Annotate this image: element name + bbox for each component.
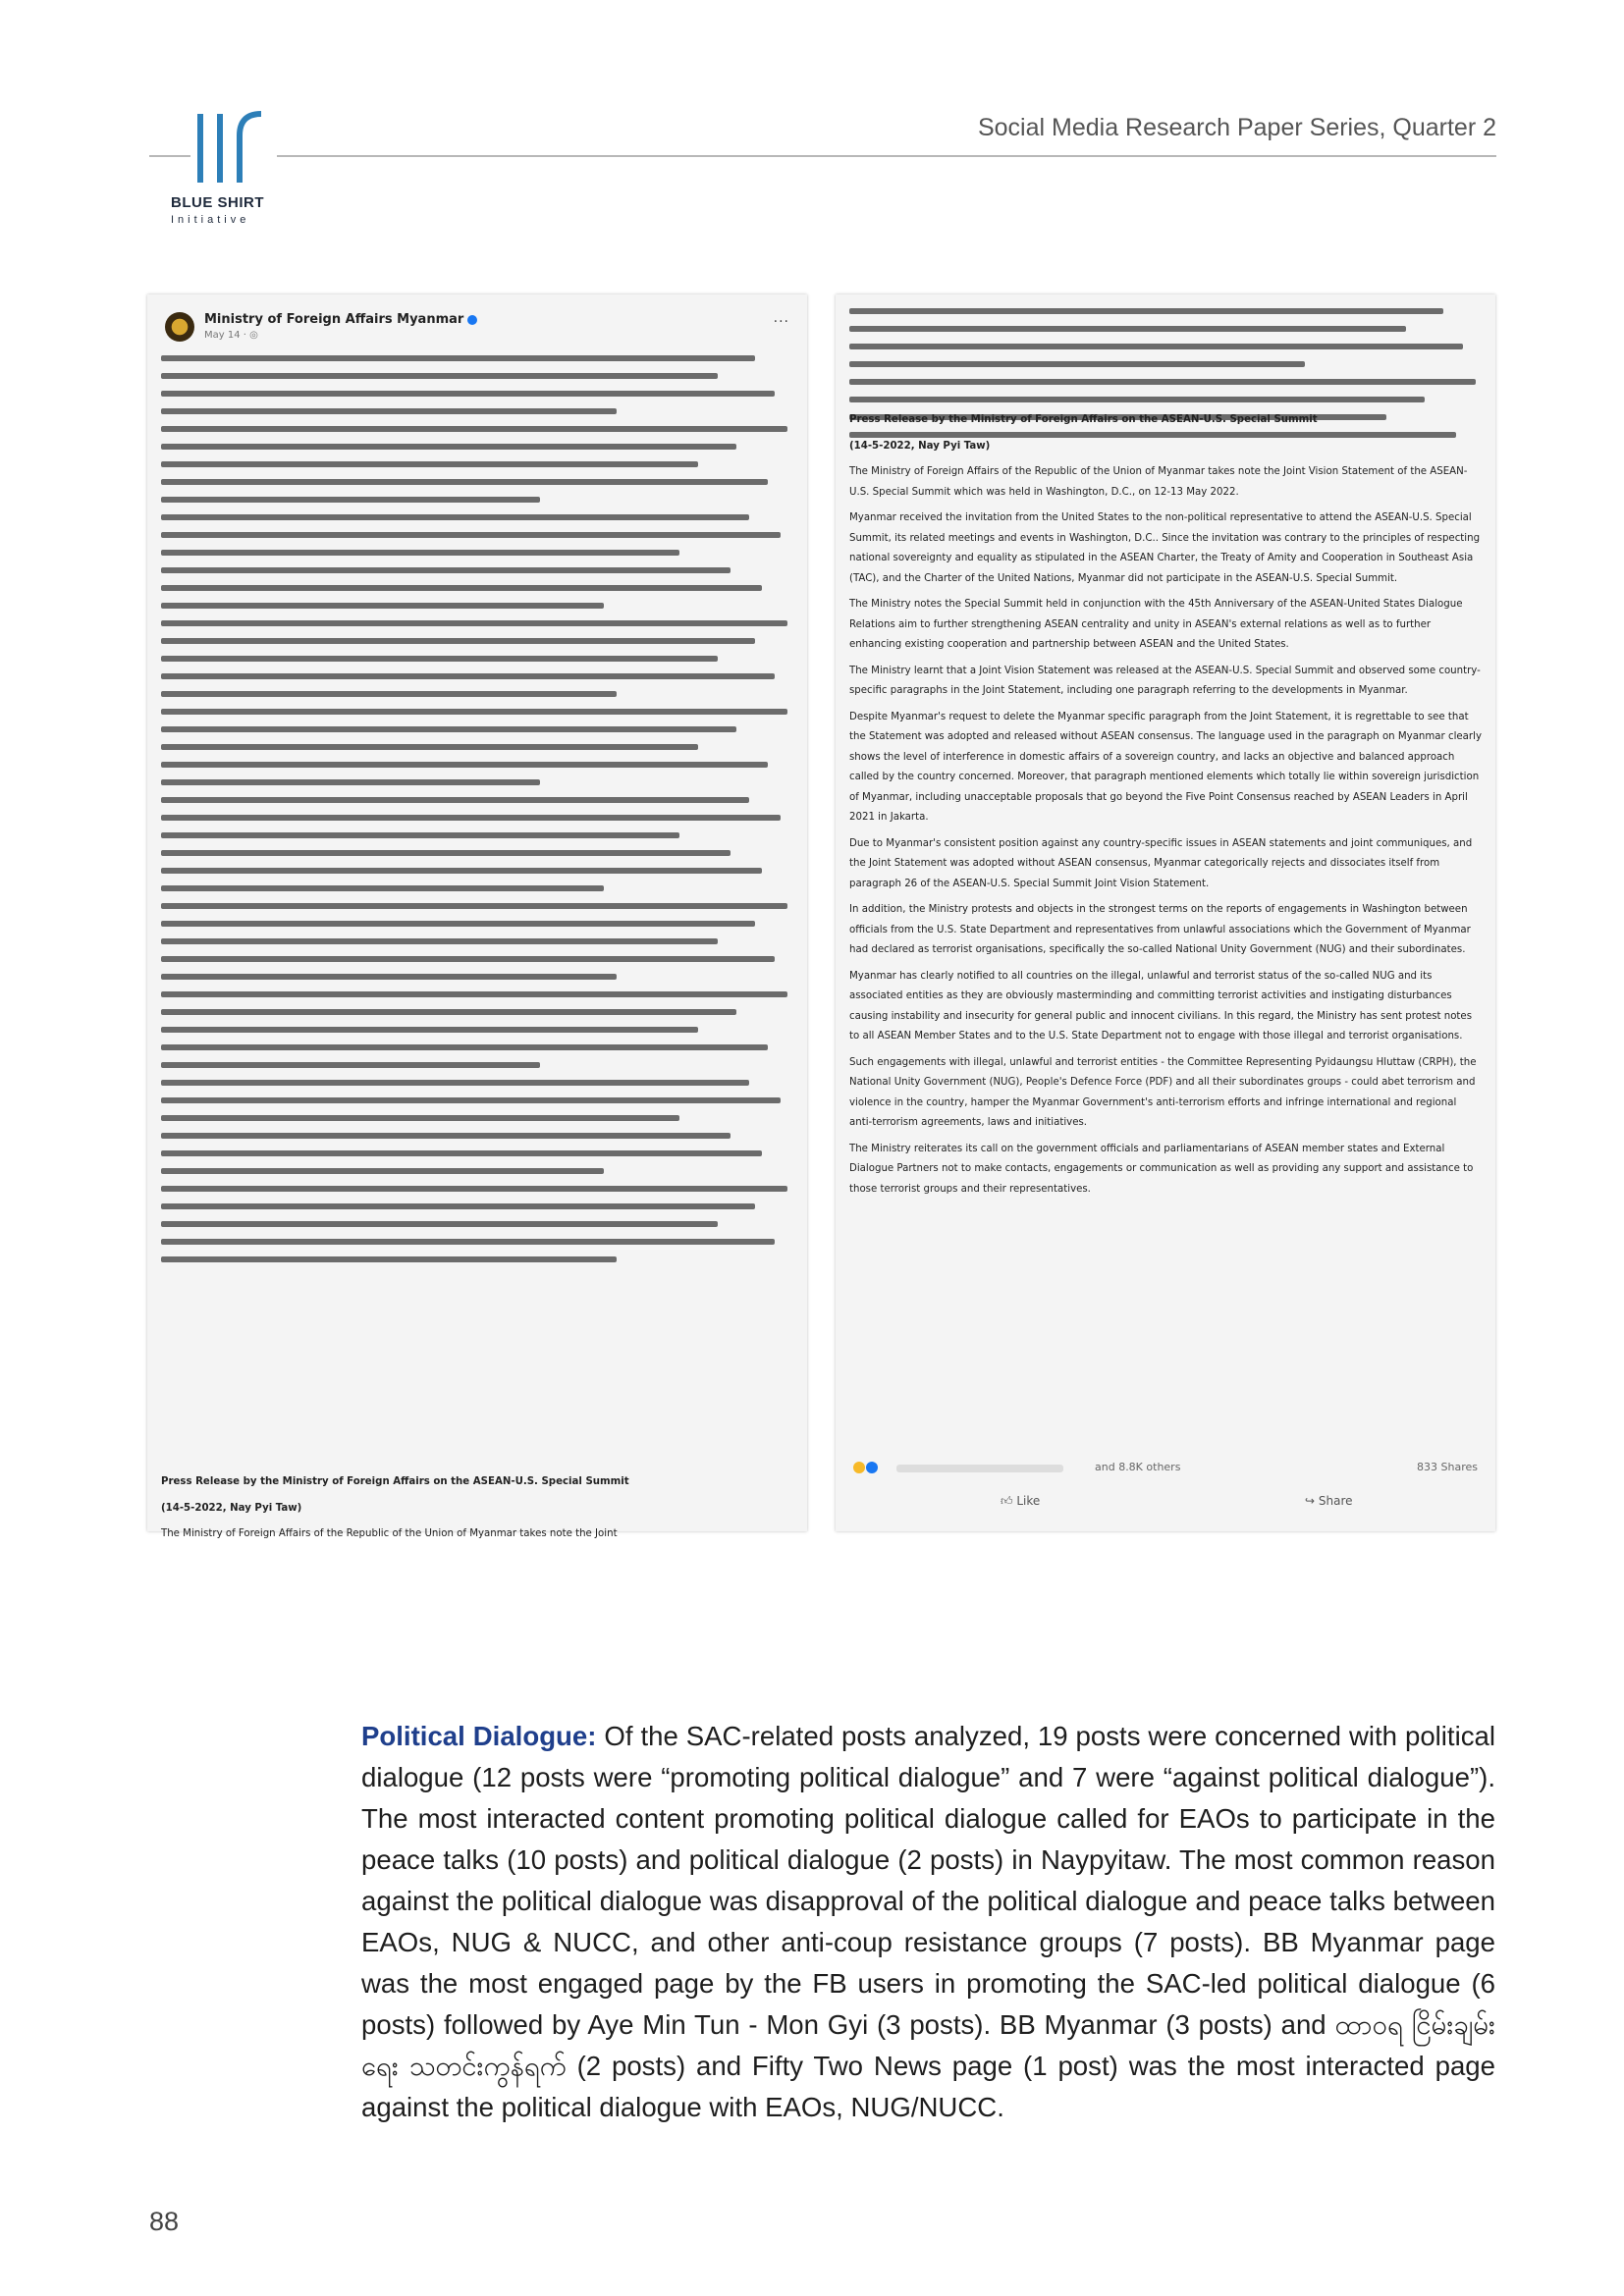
press-release-paragraph: The Ministry reiterates its call on the government officials and parliamentarians of ASEAN member states and External Dialogue Partners not to make contacts, engagements or communication as well as providing any support and assistance to those terrorist groups and their representatives.: [849, 1143, 1474, 1195]
verified-icon: [467, 315, 477, 325]
haha-reaction-icon: [853, 1462, 865, 1473]
header-rule-left: [149, 155, 190, 157]
press-release-paragraph: In addition, the Ministry protests and objects in the strongest terms on the reports of engagements in Washington between officials from the U.S. State Department and representatives from unlawful associations which the Government of Myanmar had declared as terrorist organisations, specifically the so-called National Unity Government (NUG) and their subordinates.: [849, 904, 1471, 955]
like-label: Like: [1016, 1494, 1041, 1508]
burmese-text-line: [161, 444, 736, 450]
logo-name: BLUE SHIRT: [171, 194, 264, 211]
burmese-text-line: [161, 885, 604, 891]
thumbs-up-icon: 👍︎: [1001, 1494, 1017, 1508]
series-title: Social Media Research Paper Series, Quarter 2: [977, 114, 1496, 141]
avatar: [165, 312, 194, 342]
press-release-paragraph: Myanmar has clearly notified to all countries on the illegal, unlawful and terrorist status of the so-called NUG and its associated entities as they are obviously masterminding and committing terrorist activities and instigating disturbances causing instability and insecurity for general public and innocent civilians. In this regard, the Ministry has sent protest notes to all ASEAN Member States and to the U.S. State Department not to engage with those illegal and terrorist organisations.: [849, 970, 1473, 1041]
burmese-text-line: [161, 426, 787, 432]
header-rule: [277, 155, 1496, 157]
post-date: [204, 330, 258, 341]
burmese-text-line: [161, 1097, 781, 1103]
burmese-text-line: [849, 361, 1305, 367]
burmese-text-line: [161, 726, 736, 732]
facebook-post-screenshot-left: [147, 294, 807, 1539]
burmese-text-line: [849, 308, 1443, 314]
burmese-text-line: [161, 585, 762, 591]
burmese-text-line: [161, 461, 698, 467]
burmese-text-line: [161, 408, 617, 414]
share-button[interactable]: [1305, 1494, 1353, 1508]
burmese-text-line: [849, 397, 1425, 402]
burmese-text-line: [161, 638, 755, 644]
burmese-text-line: [161, 815, 781, 821]
burmese-text-line: [161, 532, 781, 538]
burmese-text-line: [161, 762, 768, 768]
more-options-icon: ···: [773, 314, 789, 330]
burmese-text-line: [161, 673, 775, 679]
burmese-text-line: [161, 1150, 762, 1156]
press-release-paragraph: Such engagements with illegal, unlawful and terrorist entities - the Committee Representing Pyidaungsu Hluttaw (CRPH), the National Unity Government (NUG), People's Defence Force (PDF) and all their subordinates groups - could abet terrorism and violence in the country, hamper the Myanmar Government's anti-terrorism efforts and infringe international and regional anti-terrorism agreements, laws and initiatives.: [849, 1056, 1477, 1128]
burmese-text-line: [161, 373, 718, 379]
burmese-text-line: [161, 744, 698, 750]
burmese-text-line: [161, 974, 617, 980]
blue-shirt-logo-icon: [187, 106, 265, 185]
share-label: Share: [1318, 1494, 1353, 1508]
tail-release-line: The Ministry of Foreign Affairs of the Republic of the Union of Myanmar takes note the Joint: [161, 1528, 618, 1539]
burmese-text-line: [849, 326, 1406, 332]
press-release-paragraph: Myanmar received the invitation from the United States to the non-political representative to attend the ASEAN-U.S. Special Summit, its related meetings and events in Washington, D.C.. Since the invitation was contrary to the principles of respecting national sovereignty and equality as stipulated in the ASEAN Charter, the Treaty of Amity and Cooperation in Southeast Asia (TAC), and the Charter of the United Nations, Myanmar did not participate in the ASEAN-U.S. Special Summit.: [849, 512, 1481, 584]
burmese-text-line: [849, 379, 1476, 385]
like-reaction-icon: [866, 1462, 878, 1473]
burmese-text-line: [161, 1256, 617, 1262]
burmese-text-line: [161, 391, 775, 397]
burmese-text-line: [161, 1133, 731, 1139]
burmese-text-line: [161, 921, 755, 927]
burmese-text-line: [849, 344, 1463, 349]
burmese-text-line: [161, 956, 775, 962]
globe-icon: ◎: [249, 330, 258, 341]
press-release-paragraph: The Ministry notes the Special Summit held in conjunction with the 45th Anniversary of the ASEAN-United States Dialogue Relations aim to further strengthening ASEAN centrality and unity in ASEAN's external relations as well as to further enhancing existing cooperation and partnership between ASEAN and the United States.: [849, 599, 1463, 650]
burmese-text-line: [161, 1009, 736, 1015]
burmese-text-line: [161, 779, 540, 785]
burmese-text-line: [161, 1168, 604, 1174]
burmese-text-line: [161, 567, 731, 573]
press-release-paragraph: Press Release by the Ministry of Foreign Affairs on the ASEAN-U.S. Special Summit: [849, 414, 1318, 425]
tail-release-date: (14-5-2022, Nay Pyi Taw): [161, 1502, 302, 1514]
press-release-paragraph: The Ministry of Foreign Affairs of the Republic of the Union of Myanmar takes note the Joint Vision Statement of the ASEAN-U.S. Special Summit which was held in Washington, D.C., on 12-13 May 2022.: [849, 466, 1468, 498]
burmese-text-line: [161, 620, 787, 626]
political-dialogue-paragraph: [361, 1716, 1495, 2128]
burmese-text-line: [161, 1221, 718, 1227]
reactions: [853, 1461, 879, 1473]
burmese-text-line: [161, 603, 604, 609]
burmese-text-line: [161, 479, 768, 485]
page-number: 88: [149, 2207, 180, 2236]
post-header: [165, 308, 789, 347]
tail-release-title: Press Release by the Ministry of Foreign Affairs on the ASEAN-U.S. Special Summit: [161, 1476, 629, 1487]
burmese-text-line: [161, 514, 749, 520]
post-author-name: Ministry of Foreign Affairs Myanmar: [204, 312, 464, 327]
post-text-tail: [161, 1472, 793, 1551]
burmese-text-line: [161, 1239, 775, 1245]
burmese-text-line: [161, 903, 787, 909]
burmese-text-block: [161, 355, 793, 1274]
post-date-text: May 14 ·: [204, 330, 250, 341]
burmese-text-line: [161, 709, 787, 715]
share-icon: ↪: [1305, 1494, 1319, 1508]
paragraph-text: Of the SAC-related posts analyzed, 19 posts were concerned with political dialogue (12 posts were “promoting political dialogue” and 7 were “against political dialogue”). The most interacted content promoting political dialogue called for EAOs to participate in the peace talks (10 posts) and political dialogue (2 posts) in Naypyitaw. The most common reason against the political dialogue was disapproval of the political dialogue and peace talks between EAOs, NUG & NUCC, and other anti-coup resistance groups (7 posts). BB Myanmar page was the most engaged page by the FB users in promoting the SAC-led political dialogue (6 posts) followed by Aye Min Tun - Mon Gyi (3 posts). BB Myanmar (3 posts) and ထာဝရ ငြိမ်းချမ်းရေး သတင်းကွန်ရက် (2 posts) and Fifty Two News page (1 post) was the most interacted page against the political dialogue with EAOs, NUG/NUCC.: [361, 1721, 1495, 2122]
press-release-paragraph: The Ministry learnt that a Joint Vision Statement was released at the ASEAN-U.S. Special Summit and observed some country-specific paragraphs in the Joint Statement, including one paragraph referring to the developments in Myanmar.: [849, 665, 1481, 696]
blue-shirt-logo: [149, 106, 297, 234]
press-release-paragraph: (14-5-2022, Nay Pyi Taw): [849, 440, 991, 452]
post-author: [204, 312, 477, 327]
burmese-text-line: [161, 656, 718, 662]
burmese-text-line: [161, 1203, 755, 1209]
burmese-text-line: [161, 497, 540, 503]
facebook-post-screenshot-right: [836, 294, 1495, 1531]
burmese-text-line: [161, 938, 718, 944]
burmese-text-line: [161, 1115, 679, 1121]
burmese-text-line: [161, 868, 762, 874]
burmese-text-line: [161, 355, 755, 361]
share-count: 833 Shares: [1417, 1461, 1478, 1473]
burmese-text-line: [161, 1080, 749, 1086]
blurred-names: [896, 1465, 1063, 1472]
burmese-text-line: [161, 797, 749, 803]
burmese-text-line: [161, 691, 617, 697]
burmese-text-line: [161, 1027, 698, 1033]
burmese-text-line: [161, 1186, 787, 1192]
reaction-count: and 8.8K others: [1095, 1461, 1181, 1473]
press-release-paragraph: Due to Myanmar's consistent position against any country-specific issues in ASEAN statements and joint communiques, and the Joint Statement was adopted without ASEAN consensus, Myanmar categorically rejects and dissociates itself from paragraph 26 of the ASEAN-U.S. Special Summit Joint Vision Statement.: [849, 837, 1473, 889]
logo-subtitle: Initiative: [171, 214, 250, 226]
burmese-text-line: [161, 550, 679, 556]
section-lead: Political Dialogue:: [361, 1721, 597, 1751]
burmese-text-line: [161, 1062, 540, 1068]
burmese-text-line: [161, 850, 731, 856]
like-button[interactable]: [1001, 1494, 1040, 1509]
burmese-text-line: [161, 991, 787, 997]
press-release-paragraph: Despite Myanmar's request to delete the Myanmar specific paragraph from the Joint Statement, it is regrettable to see that the Statement was adopted and released without ASEAN consensus. The language used in the paragraph on Myanmar clearly shows the level of interference in domestic affairs of a sovereign country, and lacks an objective and balanced approach called by the country concerned. Moreover, that paragraph mentioned elements which totally lie within sovereign jurisdiction of Myanmar, including unacceptable proposals that go beyond the Five Point Consensus reached by ASEAN Leaders in April 2021 in Jakarta.: [849, 711, 1482, 823]
burmese-text-line: [161, 832, 679, 838]
burmese-text-line: [161, 1044, 768, 1050]
english-press-release: [849, 410, 1482, 1205]
